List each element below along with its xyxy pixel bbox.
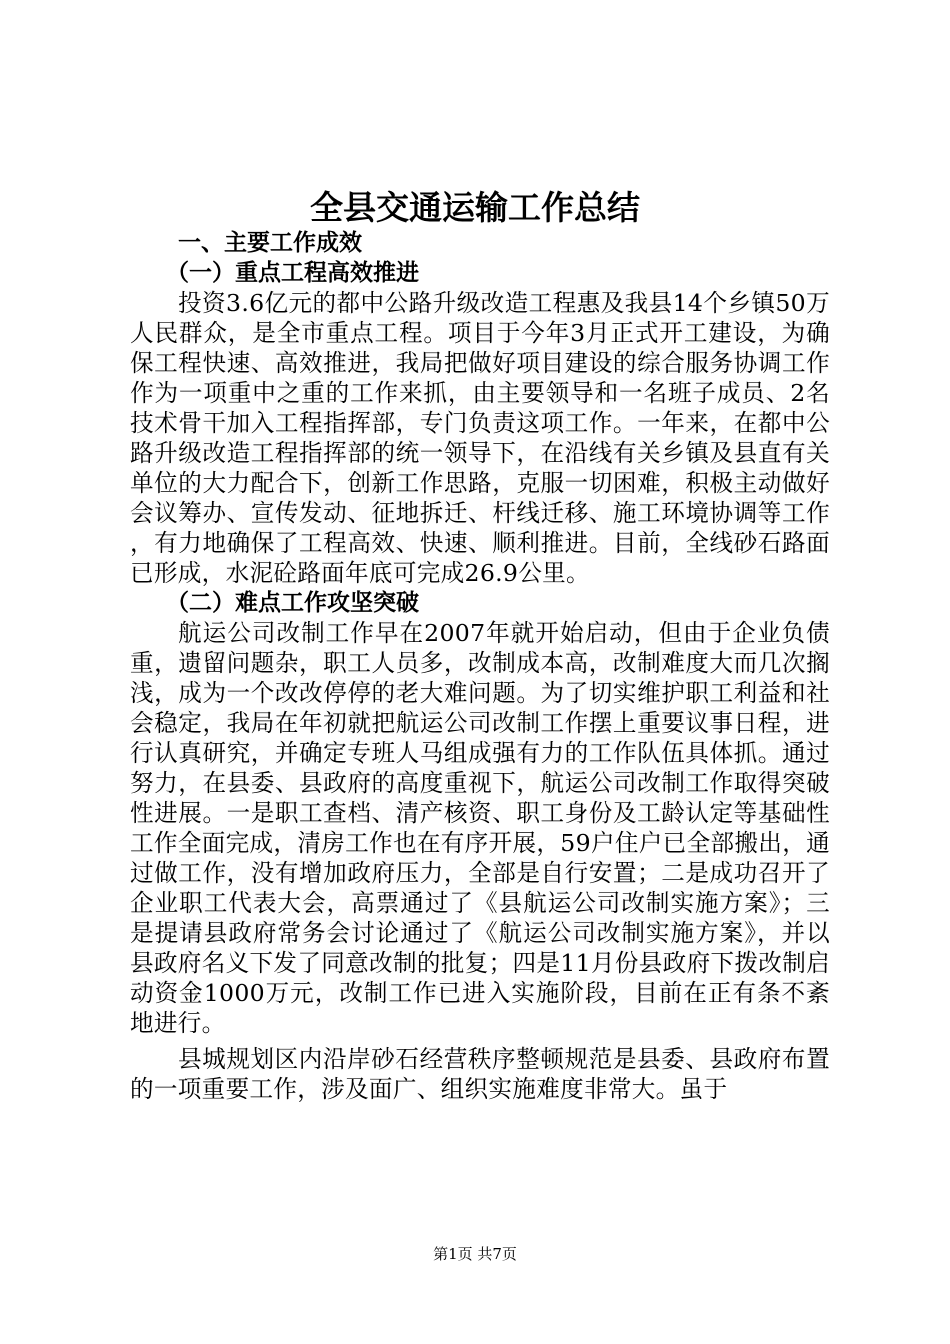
document-body [130,228,830,1104]
page-number-footer: 第1页 共7页 [433,1245,517,1263]
section-heading-main-achievements: 一、主要工作成效 [178,230,362,256]
paragraph-sand-gravel-regulation: 县城规划区内沿岸砂石经营秩序整顿规范是县委、县政府布置的一项重要工作，涉及面广、组织实施难度非常大。虽于 [130,1045,830,1103]
document-title: 全县交通运输工作总结 [310,188,640,227]
subsection-heading-key-projects: （一）重点工程高效推进 [166,260,419,286]
paragraph-key-projects: 投资3.6亿元的都中公路升级改造工程惠及我县14个乡镇50万人民群众，是全市重点工程。项目于今年3月正式开工建设，为确保工程快速、高效推进，我局把做好项目建设的综合服务协调工作作为一项重中之重的工作来抓，由主要领导和一名班子成员、2名技术骨干加入工程指挥部，专门负责这项工作。一年来，在都中公路升级改造工程指挥部的统一领导下，在沿线有关乡镇及县直有关单位的大力配合下，创新工作思路，克服一切困难，积极主动做好会议筹办、宣传发动、征地拆迁、杆线迁移、施工环境协调等工作，有力地确保了工程高效、快速、顺利推进。目前，全线砂石路面已形成，水泥砼路面年底可完成26.9公里。 [130,289,830,587]
subsection-heading-difficult-work: （二）难点工作攻坚突破 [166,590,419,616]
paragraph-shipping-company-reform: 航运公司改制工作早在2007年就开始启动，但由于企业负债重，遗留问题杂，职工人员多，改制成本高，改制难度大而几次搁浅，成为一个改改停停的老大难问题。为了切实维护职工利益和社会稳定，我局在年初就把航运公司改制工作摆上重要议事日程，进行认真研究，并确定专班人马组成强有力的工作队伍具体抓。通过努力，在县委、县政府的高度重视下，航运公司改制工作取得突破性进展。一是职工查档、清产核资、职工身份及工龄认定等基础性工作全面完成，清房工作也在有序开展，59户住户已全部搬出，通过做工作，没有增加政府压力，全部是自行安置；二是成功召开了企业职工代表大会，高票通过了《县航运公司改制实施方案》；三是提请县政府常务会讨论通过了《航运公司改制实施方案》，并以县政府名义下发了同意改制的批复；四是11月份县政府下拨改制启动资金1000万元，改制工作已进入实施阶段，目前在正有条不紊地进行。 [130,619,830,1037]
